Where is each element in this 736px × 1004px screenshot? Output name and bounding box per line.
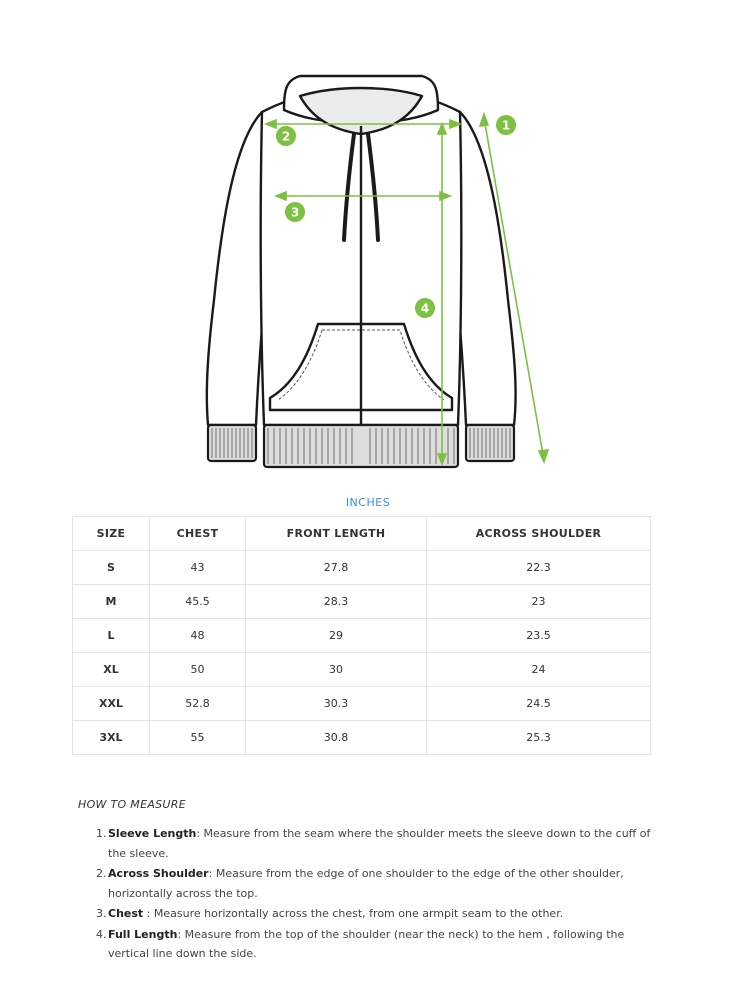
svg-text:2: 2 (281, 129, 291, 144)
size-cell: XXL (73, 687, 150, 721)
header-size: SIZE (73, 517, 150, 551)
front-length-cell: 30.3 (246, 687, 427, 721)
front-length-cell: 28.3 (246, 585, 427, 619)
step-text: : Measure from the top of the shoulder (near the neck) to the hem , following the vertical line down the side. (108, 927, 625, 960)
step-term: Across Shoulder (108, 867, 209, 880)
across-shoulder-cell: 23 (427, 585, 651, 619)
front-length-cell: 27.8 (246, 551, 427, 585)
size-cell: L (73, 619, 150, 653)
across-shoulder-cell: 24.5 (427, 687, 651, 721)
waistband (264, 425, 458, 467)
front-length-cell: 29 (246, 619, 427, 653)
header-across-shoulder: ACROSS SHOULDER (427, 517, 651, 551)
front-length-cell: 30.8 (246, 721, 427, 755)
marker-1 (496, 115, 516, 135)
table-header-row (73, 517, 651, 551)
across-shoulder-cell: 24 (427, 653, 651, 687)
size-cell: XL (73, 653, 150, 687)
table-row (73, 585, 651, 619)
marker-3 (285, 202, 305, 222)
step-number: 2. (96, 867, 107, 880)
measure-steps-list (96, 824, 668, 965)
list-item (96, 904, 668, 924)
size-cell: S (73, 551, 150, 585)
step-term: Sleeve Length (108, 827, 197, 840)
table-row (73, 653, 651, 687)
step-number: 4. (96, 927, 107, 941)
chest-cell: 50 (150, 653, 246, 687)
chest-cell: 52.8 (150, 687, 246, 721)
table-row (73, 551, 651, 585)
list-item (96, 925, 668, 964)
marker-2 (276, 126, 296, 146)
across-shoulder-cell: 22.3 (427, 551, 651, 585)
list-item (96, 824, 668, 863)
list-item (96, 864, 668, 903)
step-text: : Measure from the edge of one shoulder to the edge of the other shoulder, horizontally across the top. (108, 867, 624, 900)
step-term: Chest (108, 907, 144, 920)
front-length-cell: 30 (246, 653, 427, 687)
svg-text:3: 3 (290, 205, 300, 220)
across-shoulder-cell: 25.3 (427, 721, 651, 755)
chest-cell: 45.5 (150, 585, 246, 619)
marker-4 (415, 298, 435, 318)
how-to-measure-heading: HOW TO MEASURE (78, 798, 186, 811)
size-cell: 3XL (73, 721, 150, 755)
across-shoulder-cell: 23.5 (427, 619, 651, 653)
header-front-length: FRONT LENGTH (246, 517, 427, 551)
size-cell: M (73, 585, 150, 619)
table-row (73, 721, 651, 755)
chest-cell: 43 (150, 551, 246, 585)
svg-text:4: 4 (420, 301, 430, 316)
svg-text:1: 1 (501, 118, 511, 133)
step-number: 3. (96, 907, 107, 920)
step-text: : Measure horizontally across the chest, from one armpit seam to the other. (143, 907, 564, 920)
step-text: : Measure from the seam where the shoulder meets the sleeve down to the cuff of the sleeve. (108, 827, 651, 860)
chest-cell: 48 (150, 619, 246, 653)
table-row (73, 687, 651, 721)
table-row (73, 619, 651, 653)
size-chart-table (72, 516, 651, 755)
hoodie-diagram (180, 60, 560, 480)
chest-cell: 55 (150, 721, 246, 755)
header-chest: CHEST (150, 517, 246, 551)
step-term: Full Length (108, 927, 178, 941)
step-number: 1. (96, 827, 107, 840)
units-label: INCHES (345, 496, 391, 509)
